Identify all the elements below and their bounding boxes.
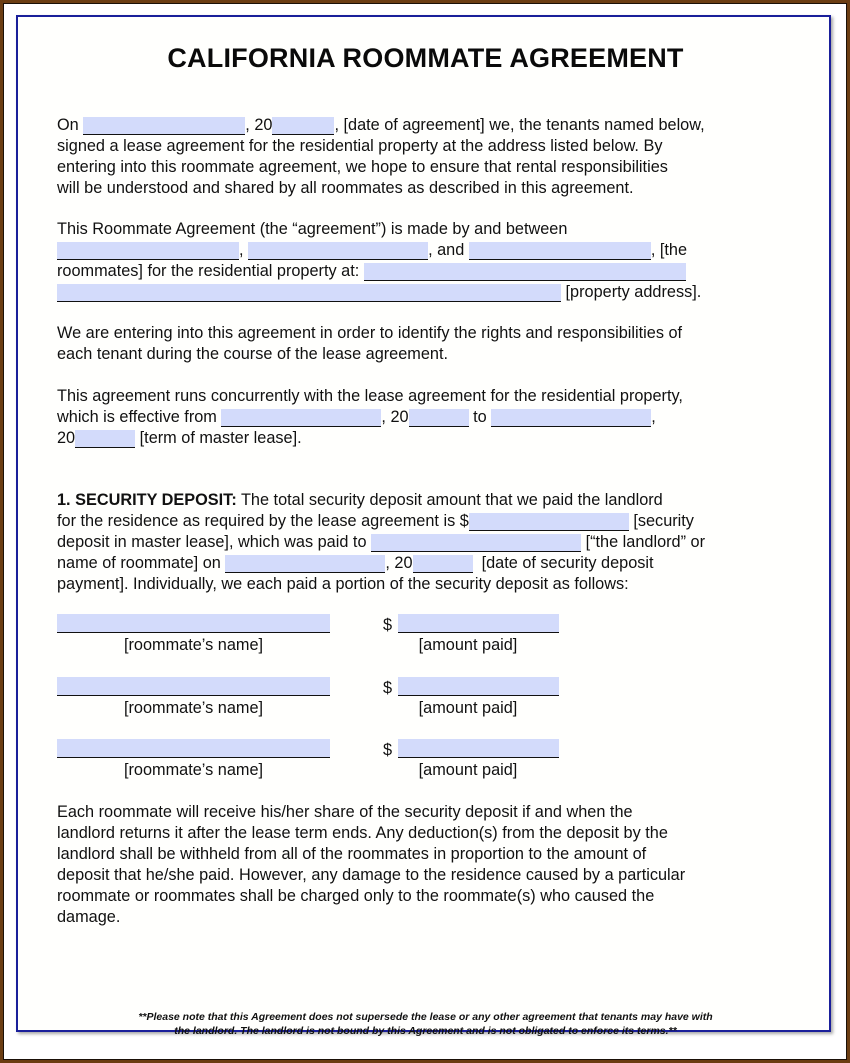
- deposit-text: [“the landlord” or: [585, 533, 706, 551]
- return-line-5: roommate or roommates shall be charged only to the roommate(s) who caused the: [57, 887, 655, 905]
- term-line-3: [57, 428, 302, 448]
- amount-paid-label: [amount paid]: [418, 636, 518, 654]
- parties-line-2: [57, 240, 687, 260]
- return-line-1: Each roommate will receive his/her share of the security deposit if and when the: [57, 803, 633, 821]
- amount-paid-field[interactable]: [398, 677, 559, 696]
- roommate-name-field[interactable]: [57, 739, 330, 758]
- intro-line-1: [57, 115, 705, 135]
- deposit-paid-to-field[interactable]: [371, 534, 581, 552]
- deposit-text: name of roommate] on: [57, 554, 221, 572]
- roommate-name-label: [roommate’s name]: [123, 636, 264, 654]
- deposit-line-4: [57, 553, 654, 573]
- deposit-text: [security: [633, 512, 694, 530]
- footnote-line-2: the landlord. The landlord is not bound by this Agreement and is not obligated to enforce its terms.**: [174, 1025, 677, 1037]
- term-line-2: [57, 407, 656, 427]
- lease-start-date-field[interactable]: [221, 409, 381, 427]
- property-address-field-2[interactable]: [57, 284, 561, 302]
- amount-paid-field[interactable]: [398, 739, 559, 758]
- parties-text: [property address].: [565, 283, 702, 301]
- parties-text: roommates] for the residential property at:: [57, 262, 360, 280]
- agreement-date-field[interactable]: [83, 117, 245, 135]
- parties-line-3: [57, 261, 686, 281]
- roommate-name-field[interactable]: [57, 677, 330, 696]
- return-line-4: deposit that he/she paid. However, any damage to the residence caused by a particular: [57, 866, 686, 884]
- purpose-line-1: We are entering into this agreement in order to identify the rights and responsibilities of: [57, 324, 683, 342]
- return-line-2: landlord returns it after the lease term ends. Any deduction(s) from the deposit by the: [57, 824, 668, 842]
- deposit-line-2: [57, 511, 694, 531]
- term-text: , 20: [381, 408, 409, 426]
- lease-end-date-field[interactable]: [491, 409, 651, 427]
- intro-text: , 20: [245, 116, 273, 134]
- deposit-text: deposit in master lease], which was paid to: [57, 533, 367, 551]
- separator-text: , [the: [650, 241, 688, 259]
- deposit-text: The total security deposit amount that we paid the landlord: [236, 491, 663, 509]
- parties-line-4: [57, 282, 701, 302]
- roommate-name-label: [roommate’s name]: [123, 699, 264, 717]
- intro-text: , [date of agreement] we, the tenants named below,: [334, 116, 705, 134]
- parties-line-1: This Roommate Agreement (the “agreement”) is made by and between: [57, 220, 568, 238]
- term-text: [term of master lease].: [139, 429, 302, 447]
- dollar-sign: $: [383, 616, 393, 634]
- property-address-field-1[interactable]: [364, 263, 686, 281]
- deposit-line-1: [57, 490, 663, 510]
- deposit-text: for the residence as required by the lease agreement is $: [57, 512, 469, 530]
- term-text: 20: [57, 429, 76, 447]
- deposit-amount-field[interactable]: [469, 513, 629, 531]
- purpose-line-2: each tenant during the course of the lease agreement.: [57, 345, 449, 363]
- deposit-text: [date of security deposit: [481, 554, 654, 572]
- document-page: [16, 15, 831, 1037]
- intro-line-4: will be understood and shared by all roommates as described in this agreement.: [57, 179, 634, 197]
- intro-line-3: entering into this roommate agreement, we hope to ensure that rental responsibilities: [57, 158, 668, 176]
- term-text: to: [473, 408, 487, 426]
- deposit-payment-year-field[interactable]: [413, 555, 473, 573]
- agreement-year-field[interactable]: [272, 117, 334, 135]
- deposit-line-5: payment]. Individually, we each paid a portion of the security deposit as follows:: [57, 575, 629, 593]
- deposit-line-3: [57, 532, 705, 552]
- separator-text: , and: [428, 241, 465, 259]
- term-text: which is effective from: [57, 408, 217, 426]
- intro-text: On: [57, 116, 79, 134]
- roommate-1-name-field[interactable]: [57, 242, 239, 260]
- amount-paid-label: [amount paid]: [418, 699, 518, 717]
- separator-text: ,: [239, 241, 244, 259]
- roommate-name-label: [roommate’s name]: [123, 761, 264, 779]
- lease-start-year-field[interactable]: [409, 409, 469, 427]
- footnote: [18, 1010, 833, 1038]
- deposit-payment-date-field[interactable]: [225, 555, 385, 573]
- roommate-3-name-field[interactable]: [469, 242, 651, 260]
- dollar-sign: $: [383, 741, 393, 759]
- roommate-2-name-field[interactable]: [248, 242, 428, 260]
- term-line-1: This agreement runs concurrently with the lease agreement for the residential property,: [57, 387, 683, 405]
- term-text: ,: [651, 408, 656, 426]
- deposit-text: , 20: [385, 554, 413, 572]
- lease-end-year-field[interactable]: [75, 430, 135, 448]
- footnote-line-1: **Please note that this Agreement does not supersede the lease or any other agreement that tenants may have with: [138, 1011, 713, 1023]
- amount-paid-label: [amount paid]: [418, 761, 518, 779]
- return-line-3: landlord shall be withheld from all of the roommates in proportion to the amount of: [57, 845, 647, 863]
- document-title: CALIFORNIA ROOMMATE AGREEMENT: [167, 43, 684, 73]
- amount-paid-field[interactable]: [398, 614, 559, 633]
- dollar-sign: $: [383, 679, 393, 697]
- roommate-name-field[interactable]: [57, 614, 330, 633]
- intro-line-2: signed a lease agreement for the residential property at the address listed below. By: [57, 137, 663, 155]
- section-heading: 1. SECURITY DEPOSIT:: [57, 491, 237, 509]
- return-line-6: damage.: [57, 908, 121, 926]
